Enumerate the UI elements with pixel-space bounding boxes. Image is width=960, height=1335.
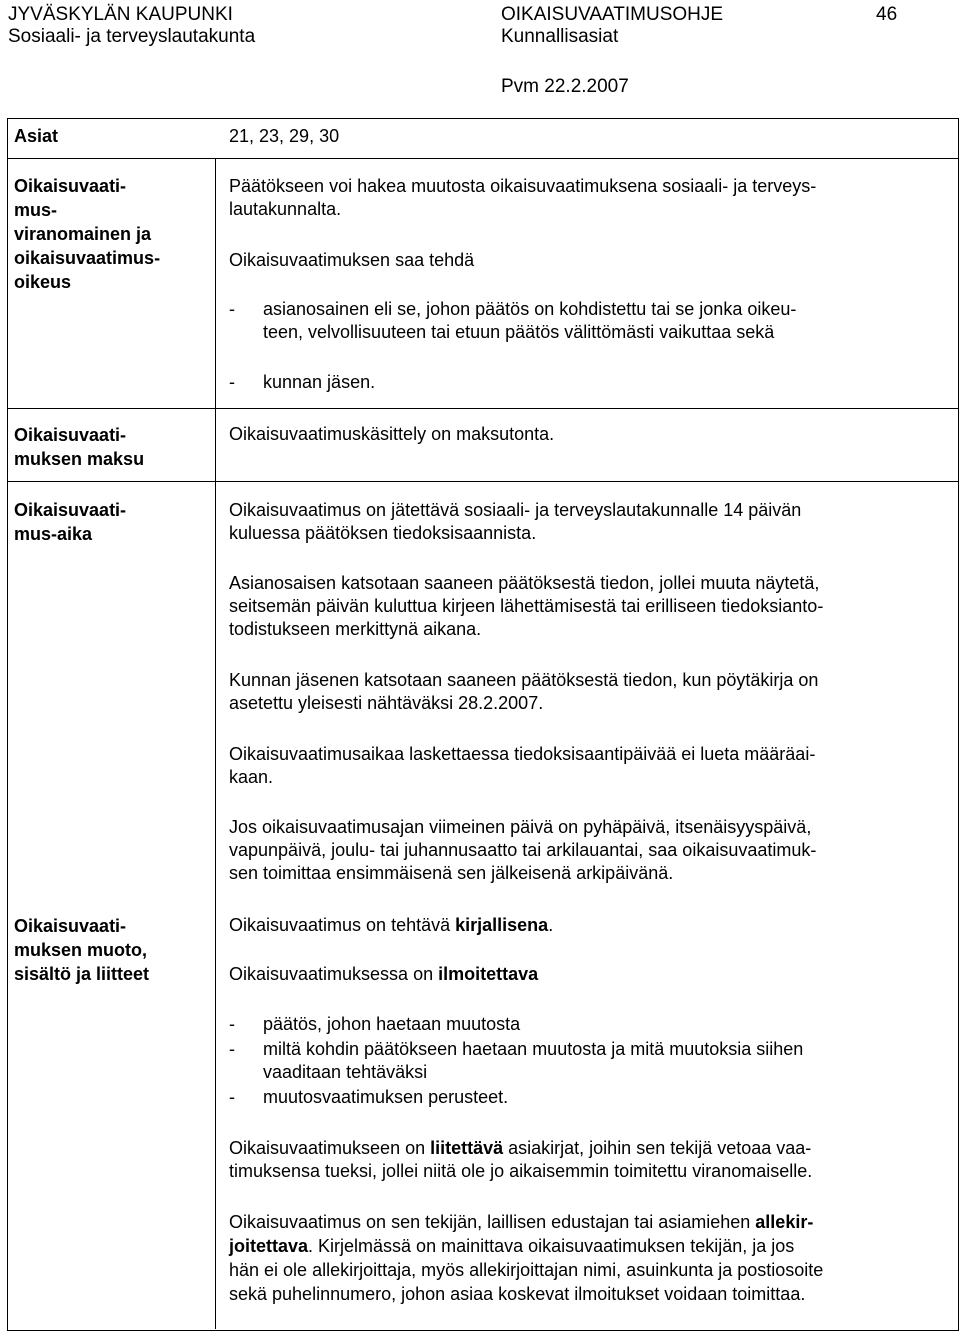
- fee-text: Oikaisuvaatimuskäsittely on maksutonta.: [229, 424, 555, 444]
- row-divider: [7, 408, 959, 409]
- authority-text: Päätökseen voi hakea muutosta oikaisuvaatimuksena sosiaali- ja terveys- lautakunnalta.: [229, 176, 817, 219]
- asiat-value: 21, 23, 29, 30: [229, 126, 340, 146]
- time-para-deadline: Oikaisuvaatimus on jätettävä sosiaali- ja terveyslautakunnalle 14 päivän kuluessa päätöksen tiedoksisaannista.: [229, 500, 802, 543]
- list-dash: -: [229, 299, 235, 319]
- time-para-notice: Asianosaisen katsotaan saaneen päätöksestä tiedon, jollei muuta näytetä, seitsemän päivän kuluttua kirjeen lähettämisestä tai erilliseen tiedoksianto- todistukseen merkittynä aikana.: [229, 573, 824, 639]
- document-date: Pvm 22.2.2007: [501, 76, 629, 97]
- row-divider: [7, 481, 959, 482]
- form-must-state: Oikaisuvaatimuksessa on ilmoitettava: [229, 964, 539, 984]
- time-para-member: Kunnan jäsenen katsotaan saaneen päätöksestä tiedon, kun pöytäkirja on asetettu yleisesti nähtäväksi 28.2.2007.: [229, 670, 819, 713]
- authority-intro: Oikaisuvaatimuksen saa tehdä: [229, 250, 475, 270]
- list-dash: -: [229, 372, 235, 392]
- time-label: Oikaisuvaati- mus-aika: [14, 500, 127, 544]
- list-item-grounds: muutosvaatimuksen perusteet.: [263, 1087, 509, 1107]
- doc-type: OIKAISUVAATIMUSOHJE: [501, 4, 724, 25]
- authority-label: Oikaisuvaati- mus- viranomainen ja oikaisuvaatimus- oikeus: [14, 176, 161, 292]
- time-para-counting: Oikaisuvaatimusaikaa laskettaessa tiedoksisaantipäivää ei lueta määräai- kaan.: [229, 744, 816, 787]
- board-name: Sosiaali- ja terveyslautakunta: [8, 26, 256, 47]
- time-para-holiday: Jos oikaisuvaatimusajan viimeinen päivä on pyhäpäivä, itsenäisyyspäivä, vapunpäivä, joulu- tai juhannusaatto tai arkilauantai, saa oikaisuvaatimuk- sen toimittaa ensimmäisenä sen jälkeisenä arkipäivänä.: [229, 817, 817, 883]
- form-attachments: Oikaisuvaatimukseen on liitettävä asiakirjat, joihin sen tekijä vetoaa vaa- timuksensa tueksi, jollei niitä ole jo aikaisemmin toimitettu viranomaiselle.: [229, 1138, 813, 1181]
- list-item-decision: päätös, johon haetaan muutosta: [263, 1014, 521, 1034]
- audience: Kunnallisasiat: [501, 26, 619, 47]
- form-signature: Oikaisuvaatimus on sen tekijän, laillisen edustajan tai asiamiehen allekir- joitettava. Kirjelmässä on mainittava oikaisuvaatimuksen tekijän, ja jos hän ei ole allekirjoittaja, myös allekirjoittajan nimi, asuinkunta ja postiosoite sekä puhelinnumero, johon asiaa koskevat ilmoitukset voidaan toimittaa.: [229, 1212, 824, 1304]
- form-written: Oikaisuvaatimus on tehtävä kirjallisena.: [229, 915, 554, 935]
- list-item-changes: miltä kohdin päätökseen haetaan muutosta ja mitä muutoksia siihen vaaditaan tehtäväksi: [263, 1039, 804, 1082]
- column-divider: [215, 159, 216, 1329]
- row-divider: [7, 158, 959, 159]
- org-name: JYVÄSKYLÄN KAUPUNKI: [8, 4, 233, 25]
- page-number: 46: [876, 4, 898, 25]
- list-dash: -: [229, 1039, 235, 1059]
- list-item-party: asianosainen eli se, johon päätös on kohdistettu tai se jonka oikeu- teen, velvollisuuteen tai etuun päätös välittömästi vaikuttaa sekä: [263, 299, 797, 342]
- form-label: Oikaisuvaati- muksen muoto, sisältö ja liitteet: [14, 916, 150, 984]
- list-dash: -: [229, 1087, 235, 1107]
- list-dash: -: [229, 1014, 235, 1034]
- list-item-member: kunnan jäsen.: [263, 372, 376, 392]
- asiat-label: Asiat: [14, 126, 59, 146]
- fee-label: Oikaisuvaati- muksen maksu: [14, 425, 145, 469]
